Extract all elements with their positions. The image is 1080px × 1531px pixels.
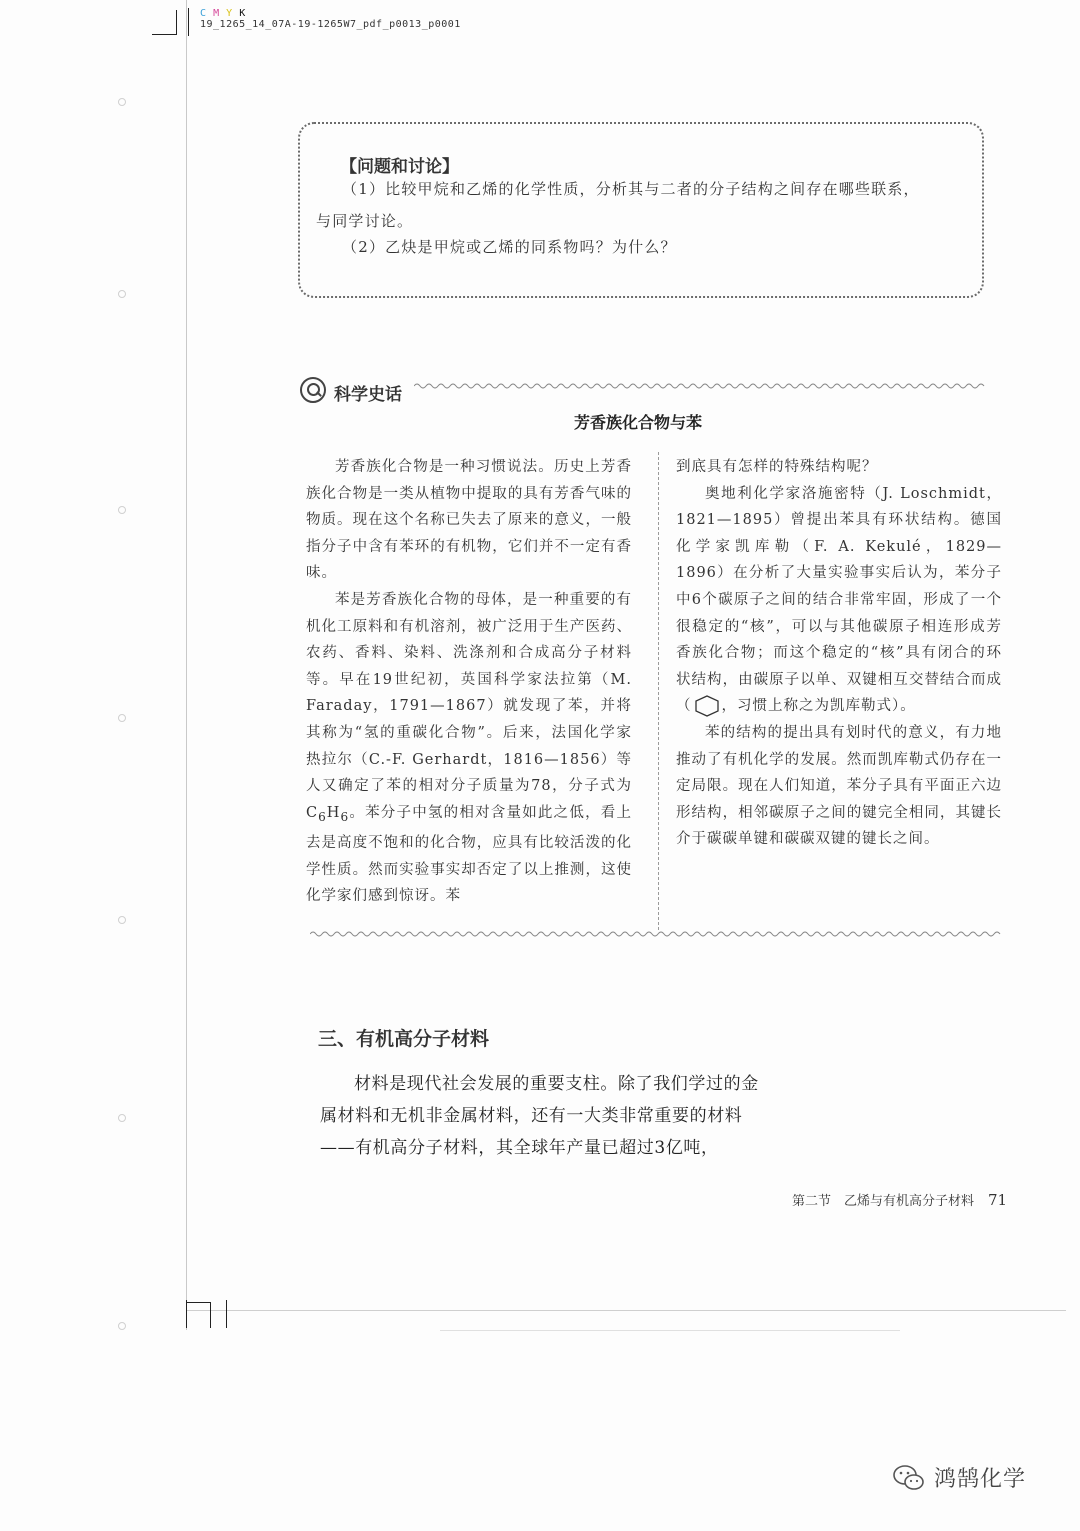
section-paragraph: 材料是现代社会发展的重要支柱。除了我们学过的金属材料和无机非金属材料，还有一大类非常重要的材料——有机高分子材料，其全球年产量已超过3亿吨，: [320, 1074, 759, 1158]
cmyk-c: C: [200, 8, 207, 19]
page-edge: [186, 0, 187, 1330]
cmyk-marks: [200, 8, 461, 19]
left-paragraph-1: 芳香族化合物是一种习惯说法。历史上芳香族化合物是一类从植物中提取的具有芳香气味的物质。现在这个名称已失去了原来的意义，一般指分子中含有苯环的有机物，它们并不一定有香味。: [306, 459, 632, 582]
footer-chapter: 第二节 乙烯与有机高分子材料: [792, 1194, 975, 1209]
crop-mark: [176, 10, 177, 35]
left-paragraph-2-text: 苯是芳香族化合物的母体，是一种重要的有机化工原料和有机溶剂，被广泛用于生产医药、农药、香料、染料、洗涤剂和合成高分子材料等。早在19世纪初，英国科学家法拉第（M. Faraday，1791—1867）就发现了苯，并将其称为“氢的重碳化合物”。后来，法国化学家热拉尔（C.-F. Gerhardt，1816—1856）等人又确定了苯的相对分子质量为78，分子式为: [306, 591, 632, 795]
benzene-formula: $C_6H_6$: [306, 804, 350, 824]
crop-mark: [186, 1302, 210, 1303]
discussion-line-1: （1）比较甲烷和乙烯的化学性质，分析其与二者的分子结构之间存在哪些联系，: [342, 180, 920, 198]
right-paragraph-2: 苯的结构的提出具有划时代的意义，有力地推动了有机化学的发展。然而凯库勒式仍存在一定局限。现在人们知道，苯分子具有平面正六边形结构，相邻碳原子之间的键完全相同，其键长介于碳碳单键和碳碳双键的键长之间。: [676, 724, 1002, 848]
file-code: 19_1265_14_07A-19-1265W7_pdf_p0013_p0001: [200, 19, 461, 30]
column-divider: [658, 452, 659, 930]
page-footer: [792, 1190, 1007, 1209]
article-left-column: [306, 454, 632, 910]
wechat-icon: [892, 1464, 926, 1492]
benzene-ring-icon: [692, 694, 722, 718]
left-paragraph-2-tail: 。苯分子中氢的相对含量如此之低，看上去是高度不饱和的化合物，应具有比较活泼的化学性质。然而实验事实却否定了以上推测，这使化学家们感到惊讶。苯: [306, 804, 632, 905]
crop-mark: [210, 1302, 211, 1328]
page-bottom-edge-shadow: [440, 1330, 900, 1331]
discussion-line-3: （2）乙炔是甲烷或乙烯的同系物吗？为什么？: [342, 238, 677, 256]
article-title: 芳香族化合物与苯: [574, 413, 703, 432]
magnifier-icon: [300, 377, 326, 403]
binding-hole: [118, 1114, 126, 1122]
binding-hole: [118, 290, 126, 298]
crop-mark: [188, 8, 189, 36]
binding-hole: [118, 714, 126, 722]
cmyk-k: K: [239, 8, 246, 19]
page-number: 71: [988, 1191, 1008, 1209]
section-body: [320, 1068, 772, 1164]
page-bottom-edge: [186, 1310, 1066, 1311]
wavy-divider-bottom: [310, 930, 1002, 938]
cmyk-m: M: [213, 8, 220, 19]
wavy-divider-top: [414, 382, 988, 390]
right-paragraph-1: [676, 481, 1002, 720]
section-title: 三、有机高分子材料: [318, 1028, 490, 1050]
crop-mark: [226, 1300, 227, 1328]
crop-mark: [186, 1300, 187, 1328]
right-paragraph-1-tail: ，习惯上称之为凯库勒式）。: [721, 698, 916, 715]
watermark: [892, 1462, 1026, 1493]
article-right-column: [676, 454, 1002, 853]
print-file-code: [200, 8, 461, 30]
binding-hole: [118, 506, 126, 514]
crop-mark: [152, 34, 176, 35]
binding-hole: [118, 1322, 126, 1330]
discussion-title: 【问题和讨论】: [340, 157, 459, 177]
cmyk-y: Y: [226, 8, 233, 19]
history-label: 科学史话: [334, 385, 402, 405]
right-paragraph-0: 到底具有怎样的特殊结构呢？: [676, 459, 878, 475]
left-paragraph-2: [306, 587, 632, 910]
discussion-line-2: 与同学讨论。: [316, 212, 414, 230]
watermark-text: 鸿鹄化学: [934, 1467, 1027, 1492]
binding-hole: [118, 98, 126, 106]
binding-hole: [118, 916, 126, 924]
right-paragraph-1-text: 奥地利化学家洛施密特（J. Loschmidt，1821—1895）曾提出苯具有环状结构。德国化学家凯库勒（F. A. Kekulé，1829—1896）在分析了大量实验事实后认为，苯分子中6个碳原子之间的结合非常牢固，形成了一个很稳定的“核”，可以与其他碳原子相连形成芳香族化合物；而这个稳定的“核”具有闭合的环状结构，由碳原子以单、双键相互交替结合而成（: [676, 485, 1002, 715]
